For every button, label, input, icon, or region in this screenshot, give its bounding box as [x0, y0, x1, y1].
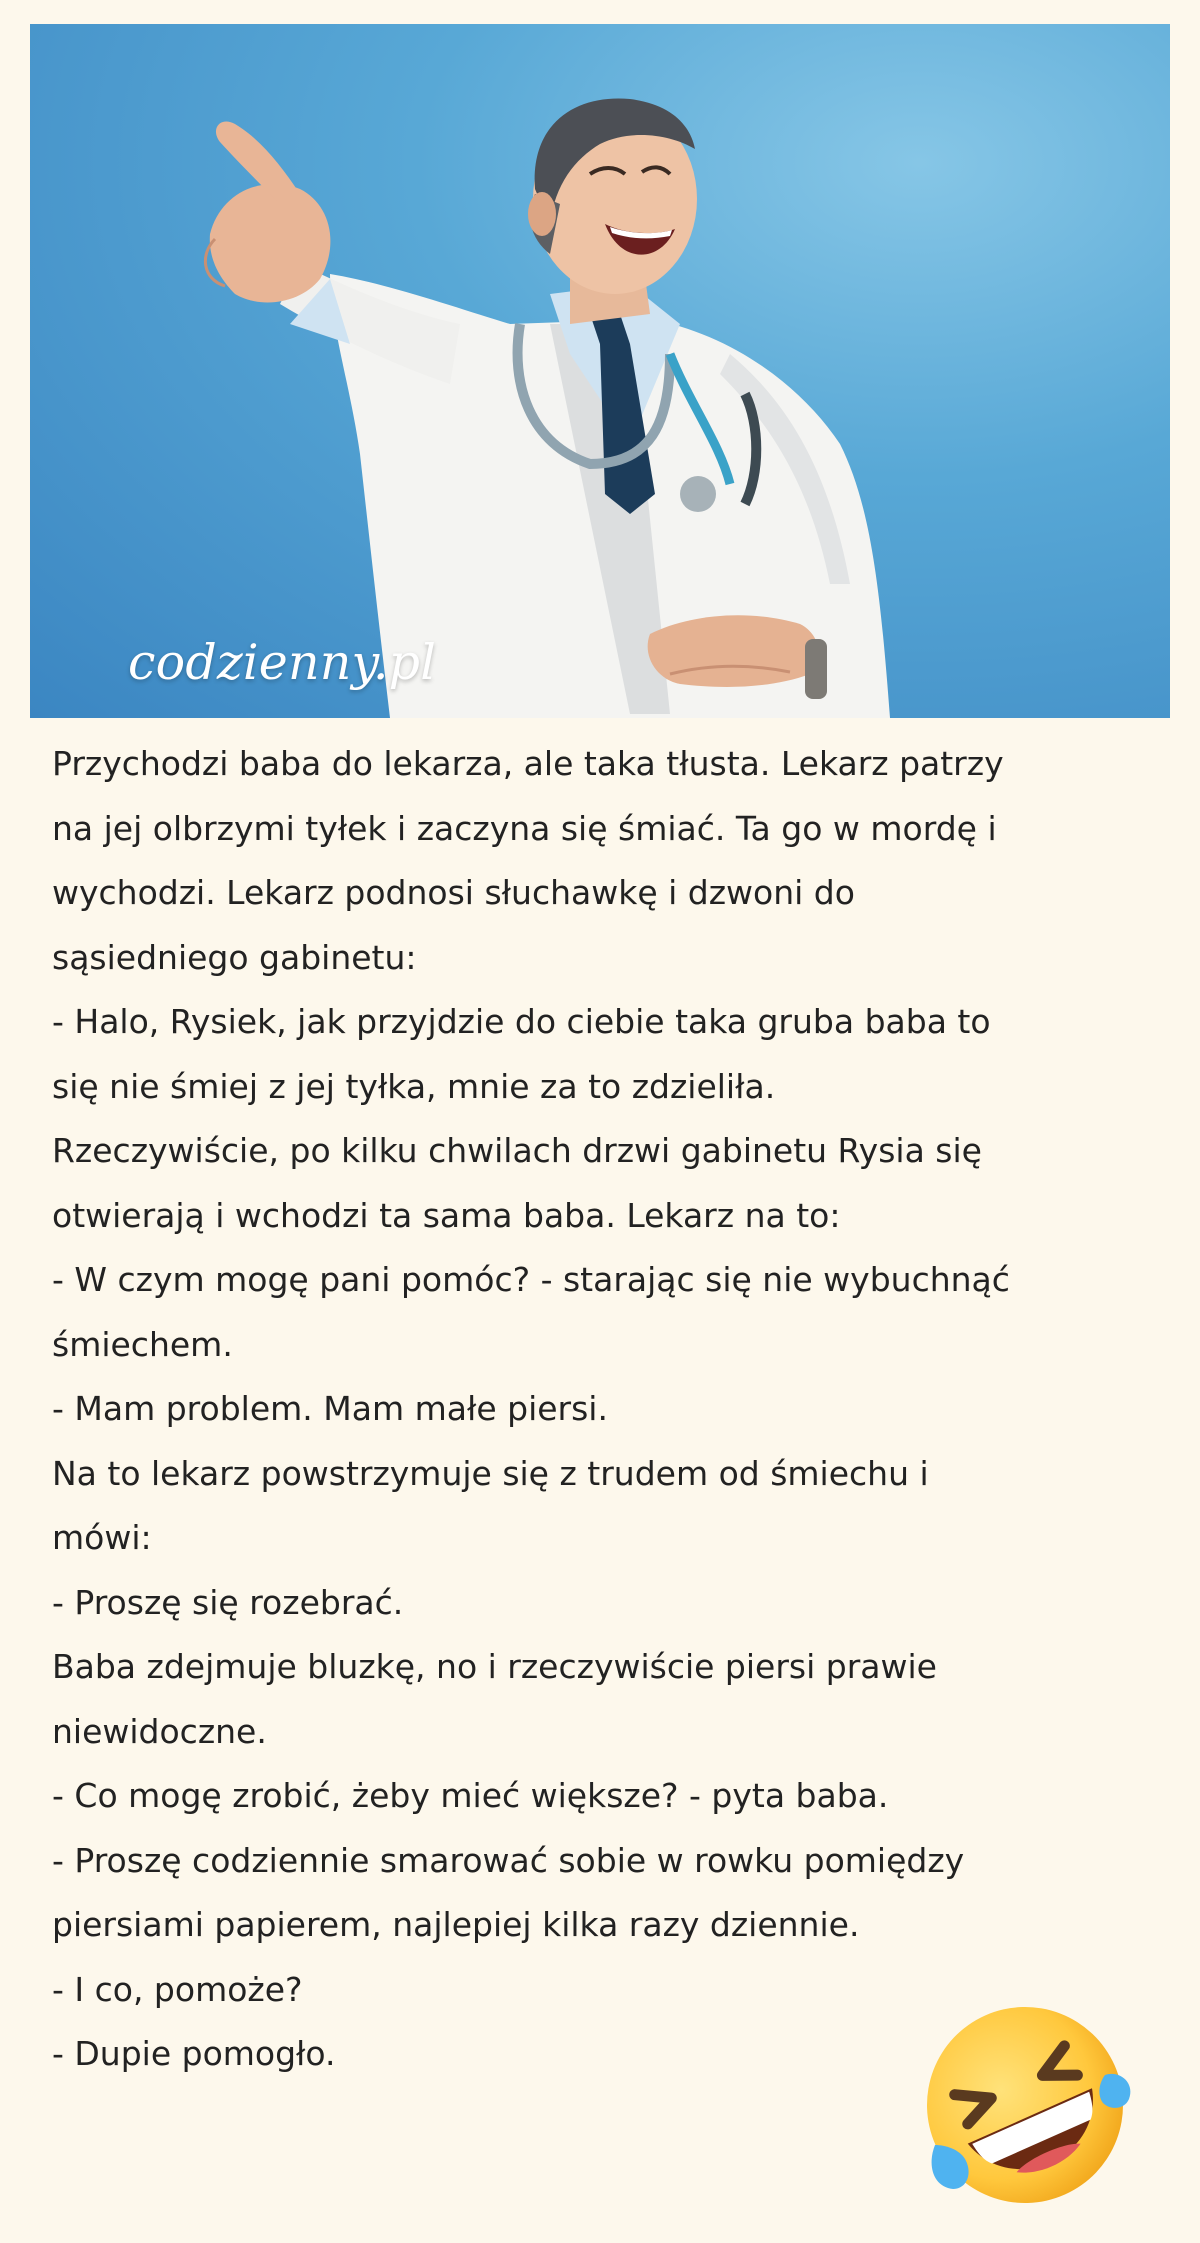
- rolling-on-floor-laughing-icon: [915, 1995, 1135, 2215]
- joke-line: wychodzi. Lekarz podnosi słuchawkę i dzwoni do: [52, 873, 855, 912]
- joke-line: sąsiedniego gabinetu:: [52, 937, 417, 977]
- joke-line: otwierają i wchodzi ta sama baba. Lekarz na to:: [52, 1195, 841, 1235]
- joke-line: się nie śmiej z jej tyłka, mnie za to zdzieliła.: [52, 1066, 776, 1106]
- hero-image: [30, 24, 1170, 718]
- joke-line: - I co, pomoże?: [52, 1969, 303, 2009]
- joke-line: piersiami papierem, najlepiej kilka razy dziennie.: [52, 1905, 860, 1944]
- joke-line: mówi:: [52, 1518, 152, 1557]
- joke-line: - Halo, Rysiek, jak przyjdzie do ciebie taka gruba baba to: [52, 1002, 991, 1041]
- laughing-doctor-illustration: [30, 24, 1170, 718]
- joke-line: Na to lekarz powstrzymuje się z trudem od śmiechu i: [52, 1453, 929, 1493]
- joke-line: Rzeczywiście, po kilku chwilach drzwi gabinetu Rysia się: [52, 1131, 982, 1170]
- joke-line: niewidoczne.: [52, 1711, 267, 1751]
- joke-line: śmiechem.: [52, 1324, 233, 1364]
- joke-line: - Co mogę zrobić, żeby mieć większe? - pyta baba.: [52, 1776, 889, 1815]
- joke-line: na jej olbrzymi tyłek i zaczyna się śmiać. Ta go w mordę i: [52, 808, 997, 848]
- joke-line: Przychodzi baba do lekarza, ale taka tłusta. Lekarz patrzy: [52, 744, 1004, 783]
- joke-line: - Proszę codziennie smarować sobie w rowku pomiędzy: [52, 1840, 965, 1880]
- joke-line: Baba zdejmuje bluzkę, no i rzeczywiście piersi prawie: [52, 1647, 937, 1686]
- joke-text: [52, 732, 1162, 2087]
- site-watermark: codzienny.pl: [128, 634, 437, 691]
- joke-line: - Proszę się rozebrać.: [52, 1582, 404, 1622]
- joke-line: - Mam problem. Mam małe piersi.: [52, 1389, 608, 1428]
- joke-line: - W czym mogę pani pomóc? - starając się nie wybuchnąć: [52, 1260, 1010, 1299]
- joke-line: - Dupie pomogło.: [52, 2034, 336, 2073]
